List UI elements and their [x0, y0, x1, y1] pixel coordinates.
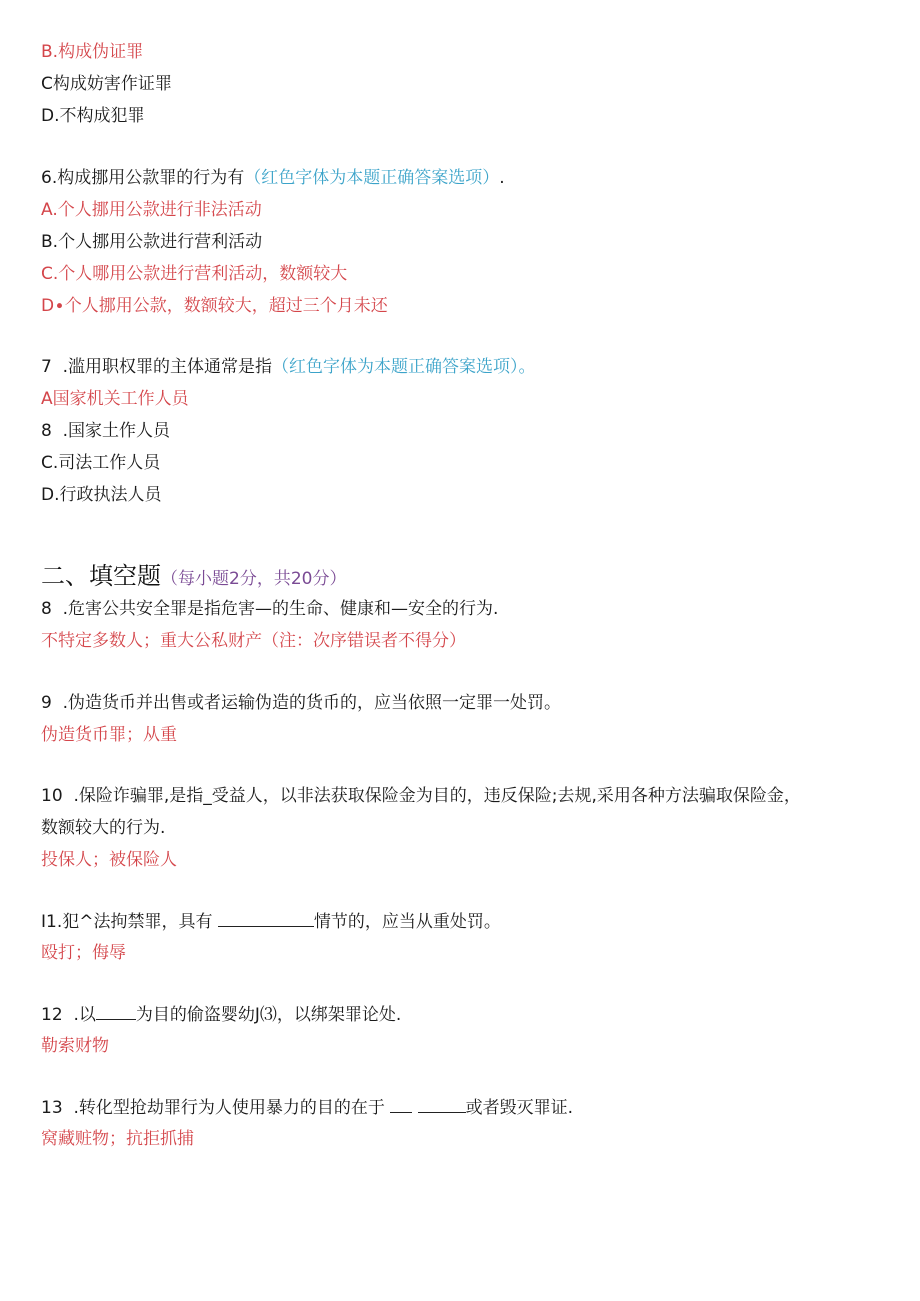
fill-q12-stem-before: 12 .以 — [41, 1005, 96, 1025]
fill-q9-stem: 9 .伪造货币并出售或者运输伪造的货币的，应当依照一定罪一处罚。 — [41, 693, 562, 713]
q7-option-a: A国家机关工作人员 — [41, 389, 189, 409]
section-title: 二、填空题 — [41, 562, 161, 590]
q7-option-d: D.行政执法人员 — [41, 485, 162, 505]
q7-hint: （红色字体为本题正确答案选项）。 — [272, 357, 536, 377]
fill-q10-stem-line1: 10 .保险诈骗罪,是指_受益人，以非法获取保险金为目的，违反保险;去规,采用各种方法骗取保险金， — [41, 786, 801, 806]
fill-q12-stem-line — [41, 1003, 401, 1026]
q6-option-d: D∙个人挪用公款，数额较大，超过三个月未还 — [41, 296, 388, 316]
section-score: （每小题2分，共20分） — [161, 569, 347, 589]
fill-q13-stem-before: 13 .转化型抢劫罪行为人使用暴力的目的在于 — [41, 1098, 385, 1118]
fill-q12-answer: 勒索财物 — [41, 1036, 109, 1056]
fill-q9-answer: 伪造货币罪；从重 — [41, 725, 177, 745]
q6-option-b: B.个人挪用公款进行营利活动 — [41, 232, 263, 252]
q6-stem: 6.构成挪用公款罪的行为有 — [41, 168, 245, 188]
fill-q11-blank — [218, 910, 314, 927]
fill-q13-blank-1 — [390, 1096, 412, 1113]
fill-q11-stem-before: I1.犯^法拘禁罪，具有 — [41, 912, 213, 932]
q6-option-c: C.个人哪用公款进行营利活动，数额较大 — [41, 264, 348, 284]
fill-q12-stem-after: 为目的偷盗婴幼J⑶，以绑架罪论处. — [135, 1005, 402, 1025]
q7-option-c: C.司法工作人员 — [41, 453, 161, 473]
q6-hint: （红色字体为本题正确答案选项） — [244, 168, 500, 188]
fill-q13-blank-2 — [418, 1096, 466, 1113]
q5-option-c: C构成妨害作证罪 — [41, 74, 172, 94]
q5-option-d: D.不构成犯罪 — [41, 106, 145, 126]
fill-q11-stem-line — [41, 910, 501, 933]
fill-q13-answer: 窝藏赃物；抗拒抓捕 — [41, 1129, 194, 1149]
q6-option-a: A.个人挪用公款进行非法活动 — [41, 200, 262, 220]
q5-option-b: B.构成伪证罪 — [41, 42, 144, 62]
fill-q11-answer: 殴打；侮辱 — [41, 943, 126, 963]
q6-stem-line — [41, 167, 505, 189]
fill-q8-answer: 不特定多数人；重大公私财产（注：次序错误者不得分） — [41, 631, 466, 651]
q6-tail: . — [499, 168, 505, 188]
fill-q11-stem-after: 情节的，应当从重处罚。 — [313, 912, 501, 932]
section-heading — [41, 561, 346, 594]
q7-stem: 7 .滥用职权罪的主体通常是指 — [41, 357, 273, 377]
fill-q10-answer: 投保人；被保险人 — [41, 850, 177, 870]
q7-stem-line — [41, 356, 536, 378]
fill-q8-stem: 8 .危害公共安全罪是指危害—的生命、健康和—安全的行为. — [41, 599, 499, 619]
fill-q13-stem-after: 或者毁灭罪证. — [465, 1098, 574, 1118]
fill-q12-blank — [96, 1003, 136, 1020]
fill-q10-stem-line2: 数额较大的行为. — [41, 818, 166, 838]
q7-option-b: 8 .国家土作人员 — [41, 421, 171, 441]
fill-q13-stem-line — [41, 1096, 573, 1119]
